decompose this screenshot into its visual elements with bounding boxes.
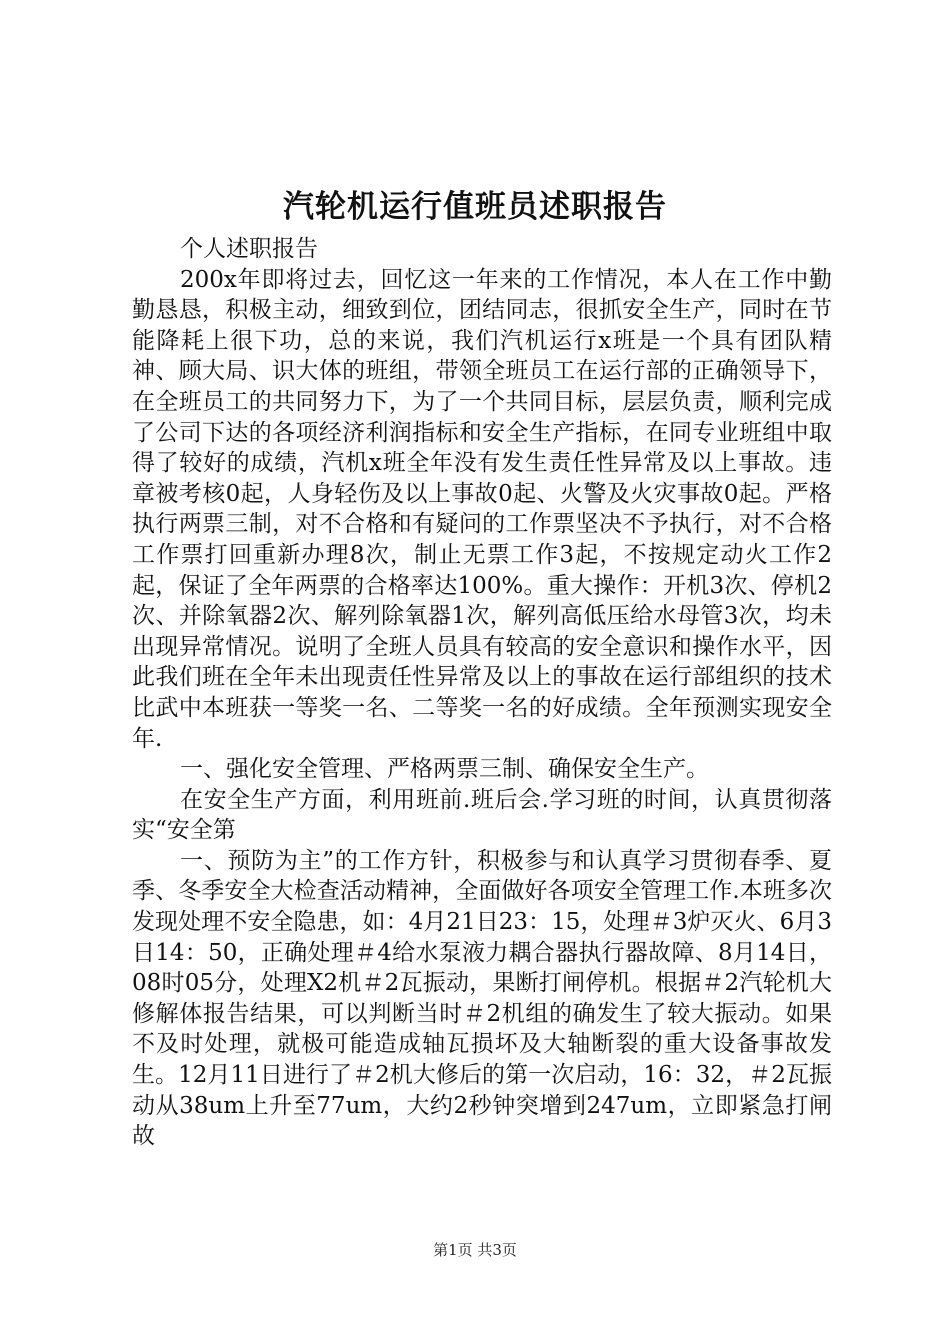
page-footer: 第1页 共3页: [433, 1241, 517, 1259]
paragraph-safety-details: 一、预防为主”的工作方针，积极参与和认真学习贯彻春季、夏季、冬季安全大检查活动精神，全面做好各项安全管理工作.本班多次发现处理不安全隐患，如：4月21日23：15，处理＃3炉灭火、6月3日14：50，正确处理＃4给水泵液力耦合器执行器故障、8月14日，08时05分，处理X2机＃2瓦振动，果断打闸停机。根据＃2汽轮机大修解体报告结果，可以判断当时＃2机组的确发生了较大振动。如果不及时处理，就极可能造成轴瓦损坏及大轴断裂的重大设备事故发生。12月11日进行了＃2机大修后的第一次启动，16：32，＃2瓦振动从38um上升至77um，大约2秒钟突增到247um，立即紧急打闸故: [132, 847, 832, 1150]
paragraph-annual-summary: 200x年即将过去，回忆这一年来的工作情况，本人在工作中勤勤恳恳，积极主动，细致到位，团结同志，很抓安全生产，同时在节能降耗上很下功，总的来说，我们汽机运行x班是一个具有团队精神、顾大局、识大体的班组，带领全班员工在运行部的正确领导下，在全班员工的共同努力下，为了一个共同目标，层层负责，顺利完成了公司下达的各项经济利润指标和安全生产指标，在同专业班组中取得了较好的成绩，汽机x班全年没有发生责任性异常及以上事故。违章被考核0起，人身轻伤及以上事故0起、火警及火灾事故0起。严格执行两票三制，对不合格和有疑问的工作票坚决不予执行，对不合格工作票打回重新办理8次，制止无票工作3起，不按规定动火工作2起，保证了全年两票的合格率达100%。重大操作：开机3次、停机2次、并除氧器2次、解列除氧器1次，解列高低压给水母管3次，均未出现异常情况。说明了全班人员具有较高的安全意识和操作水平，因此我们班在全年未出现责任性异常及以上的事故在运行部组织的技术比武中本班获一等奖一名、二等奖一名的好成绩。全年预测实现安全年.: [132, 266, 832, 752]
paragraph-report-type: 个人述职报告: [180, 236, 318, 262]
document-title: 汽轮机运行值班员述职报告: [283, 189, 667, 225]
section-heading-safety: 一、强化安全管理、严格两票三制、确保安全生产。: [180, 756, 709, 783]
document-body: [132, 234, 832, 1152]
paragraph-safety-intro: 在安全生产方面，利用班前.班后会.学习班的时间，认真贯彻落实“安全第: [132, 786, 832, 844]
